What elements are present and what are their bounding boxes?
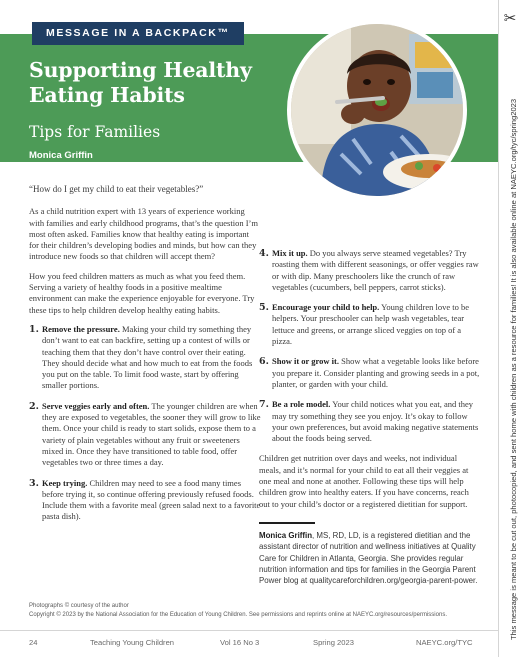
author-bio <box>259 530 481 586</box>
tip-body: Your child notices what you eat, and they may try something they see you enjoy. It’s okay to follow your own preferences, but avoid making negative statements about the foods being served. <box>272 399 479 444</box>
tip-title: Remove the pressure. <box>42 323 120 334</box>
tip-number: 7. <box>259 399 269 411</box>
tip-item <box>259 356 481 390</box>
tip-item <box>259 399 481 444</box>
tip-title: Serve veggies early and often. <box>42 400 150 411</box>
closing-paragraph: Children get nutrition over days and weeks, not individual meals, and it’s normal for your child to eat all their veggies at one meal and none at another. Following these tips will help children grow into healthy eaters. If you have concerns, reach out to your child’s doctor or a registered dietitian for support. <box>259 453 469 509</box>
tip-number: 4. <box>259 248 269 259</box>
tip-title: Show it or grow it. <box>272 356 339 367</box>
copyright-line: Copyright © 2023 by the National Association for the Education of Young Children. See permissions and reprints online at NAEYC.org/resources/permissions. <box>29 612 447 618</box>
tip-item <box>29 401 261 469</box>
intro-paragraph: As a child nutrition expert with 13 years of experience working with families and early childhood programs, that’s the question I’m most often asked. Families know that healthy eating is important for their children’s developing bodies and minds, but how can they introduce new foods so that children will accept them? <box>29 206 258 262</box>
footer-url: NAEYC.org/TYC <box>416 638 473 647</box>
tip-number: 6. <box>259 356 269 368</box>
volume-number: Vol 16 No 3 <box>220 638 260 647</box>
tip-title: Be a role model. <box>272 399 331 410</box>
tip-item <box>29 324 261 392</box>
page-title: Supporting Healthy Eating Habits <box>29 58 252 107</box>
page-subtitle: Tips for Families <box>29 123 161 141</box>
credits <box>29 602 494 620</box>
tip-number: 3. <box>29 477 39 489</box>
intro-paragraph: How you feed children matters as much as what you feed them. Serving a variety of healthy foods in a positive mealtime environment can make the experience enjoyable for everyone. Try these tips to help children develop healthy eating habits. <box>29 270 255 315</box>
page-footer <box>0 630 498 657</box>
left-column <box>29 184 261 532</box>
bio-name: Monica Griffin <box>259 530 313 540</box>
tip-number: 2. <box>29 400 39 412</box>
tip-title: Encourage your child to help. <box>272 302 380 313</box>
intro-question: “How do I get my child to eat their vegetables?” <box>29 184 204 194</box>
tip-number: 1. <box>29 323 39 335</box>
photo-credit: Photographs © courtesy of the author <box>29 603 129 609</box>
child-eating-photo <box>287 20 467 200</box>
issue-season: Spring 2023 <box>313 638 354 647</box>
tip-body: Young children love to be helpers. Your preschooler can help wash vegetables, tear lettuce and greens, or arrange sliced veggies on top of a pizza. <box>272 302 470 347</box>
publication-name: Teaching Young Children <box>90 638 175 647</box>
tip-title: Mix it up. <box>272 248 308 258</box>
cut-out-note: This message is meant to be cut out, photocopied, and sent home with children as a resource for families! It is also available online at NAEYC.org/tyc/spring2023 <box>509 98 518 640</box>
tip-number: 5. <box>259 302 269 314</box>
scissors-icon: ✂ <box>503 9 517 27</box>
right-column <box>259 248 481 594</box>
tip-item <box>259 248 481 293</box>
tip-body: Children may need to see a food many times before trying it, so continue offering previously refused foods. Include them with a favorite meal (green salad next to a favorite pasta dish). <box>42 477 261 522</box>
bio-divider <box>259 522 315 524</box>
tip-body: Do you always serve steamed vegetables? Try roasting them with different seasonings, or offer veggies raw or with dip. Many preschoolers like the crunch of raw vegetables (cucumbers, bell peppers, carrot sticks). <box>272 248 479 292</box>
child-eating-illustration <box>291 24 463 196</box>
tip-body: Show what a vegetable looks like before you prepare it. Consider planting and growing seeds in a pot, planter, or garden with your child. <box>272 356 480 389</box>
tip-body: Making your child try something they don’t want to eat can backfire, setting up a contest of wills or teaching them that they don’t have control over their eating. They should decide what and how much to eat from the foods you put on the table. To limit food waste, start by offering smaller portions. <box>42 323 253 391</box>
author-name: Monica Griffin <box>29 150 93 161</box>
tip-title: Keep trying. <box>42 477 88 488</box>
bio-text: , MS, RD, LD, is a registered dietitian and the assistant director of nutrition and wellness initiatives at Quality Care for Children in Atlanta, Georgia. She provides regular nutrition information and tips for families in the Georgia Parent Power blog at qualitycareforchildren.org/georgia-parent-power. <box>259 530 478 586</box>
page-number: 24 <box>29 638 38 647</box>
tip-body: The younger children are when they are exposed to vegetables, the sooner they will grow to like them. Once your child is ready to start solids, expose them to a variety of plain vegetables without any fruit or sweeteners mixed in. Once they have transitioned to table food, offer vegetables two or three times a day. <box>42 400 261 468</box>
tip-item <box>29 478 261 523</box>
tip-item <box>259 302 481 347</box>
series-banner: MESSAGE IN A BACKPACK™ <box>32 22 244 45</box>
